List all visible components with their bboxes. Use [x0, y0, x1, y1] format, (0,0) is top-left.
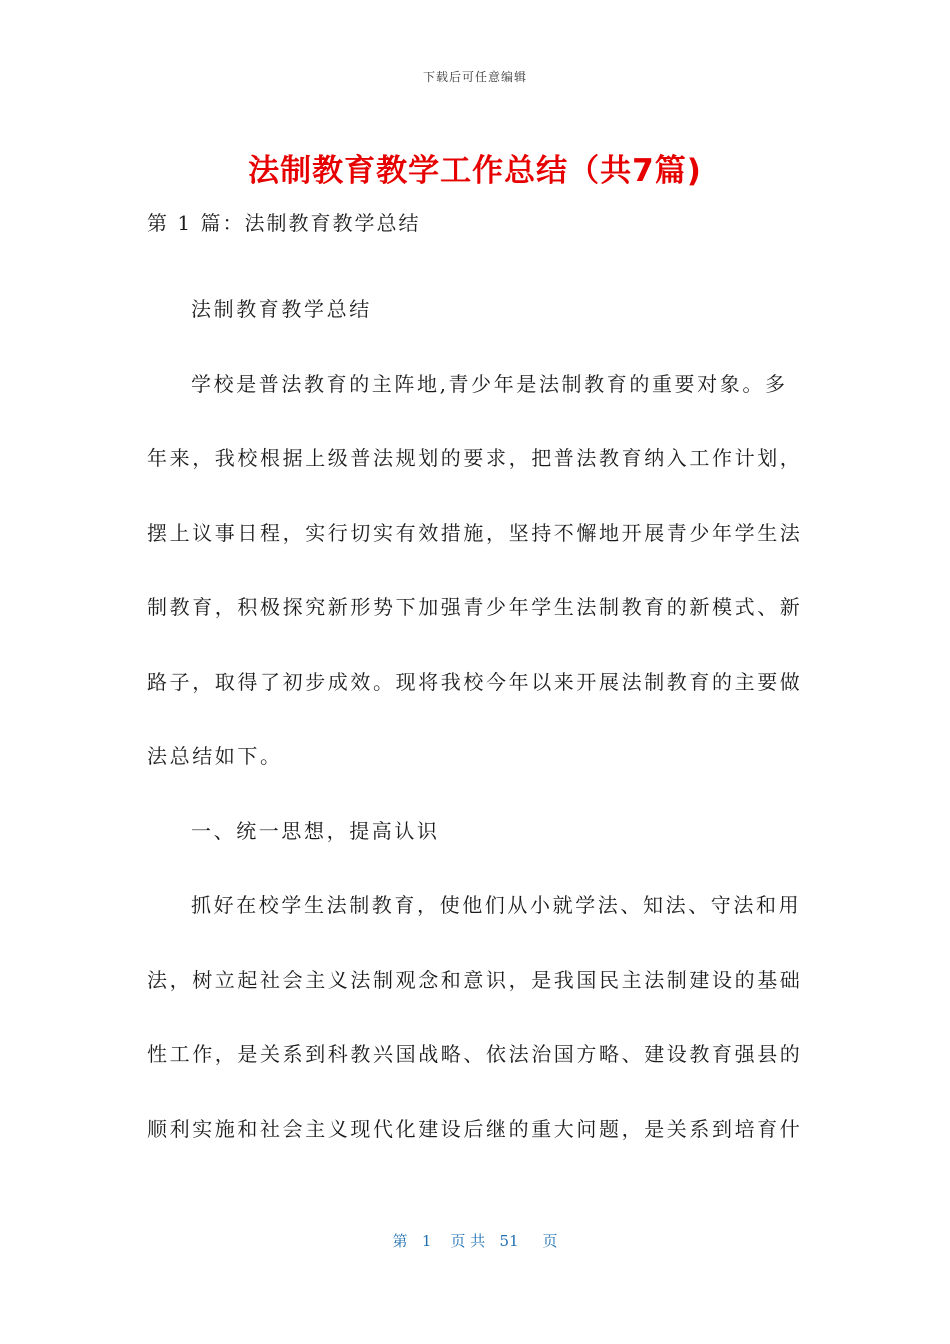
- paragraph-subtitle: 法制教育教学总结: [191, 297, 372, 321]
- footer-page-middle: 页 共: [450, 1232, 486, 1250]
- footer-page-prefix: 第: [392, 1232, 408, 1250]
- document-title: 法制教育教学工作总结（共7篇): [248, 153, 702, 189]
- footer-total-pages: 51: [499, 1232, 519, 1250]
- footer-page-suffix: 页: [542, 1232, 558, 1250]
- page-header-note: 下载后可任意编辑: [422, 70, 527, 84]
- document-body: [147, 272, 807, 1166]
- paragraph-intro: 学校是普法教育的主阵地,青少年是法制教育的重要对象。多年来，我校根据上级普法规划的要求，把普法教育纳入工作计划，摆上议事日程，实行切实有效措施，坚持不懈地开展青少年学生法制教育，积极探究新形势下加强青少年学生法制教育的新模式、新路子，取得了初步成效。现将我校今年以来开展法制教育的主要做法总结如下。: [147, 371, 803, 768]
- page-footer: [0, 1230, 950, 1251]
- section-heading: 第 1 篇：法制教育教学总结: [147, 211, 421, 235]
- paragraph-body-1: 抓好在校学生法制教育，使他们从小就学法、知法、守法和用法，树立起社会主义法制观念和意识，是我国民主法制建设的基础性工作，是关系到科教兴国战略、依法治国方略、建设教育强县的顺利实施和社会主义现代化建设后继的重大问题，是关系到培育什: [147, 893, 803, 1141]
- paragraph-subheading-1: 一、统一思想，提高认识: [191, 818, 440, 843]
- footer-page-number: 1: [421, 1232, 432, 1250]
